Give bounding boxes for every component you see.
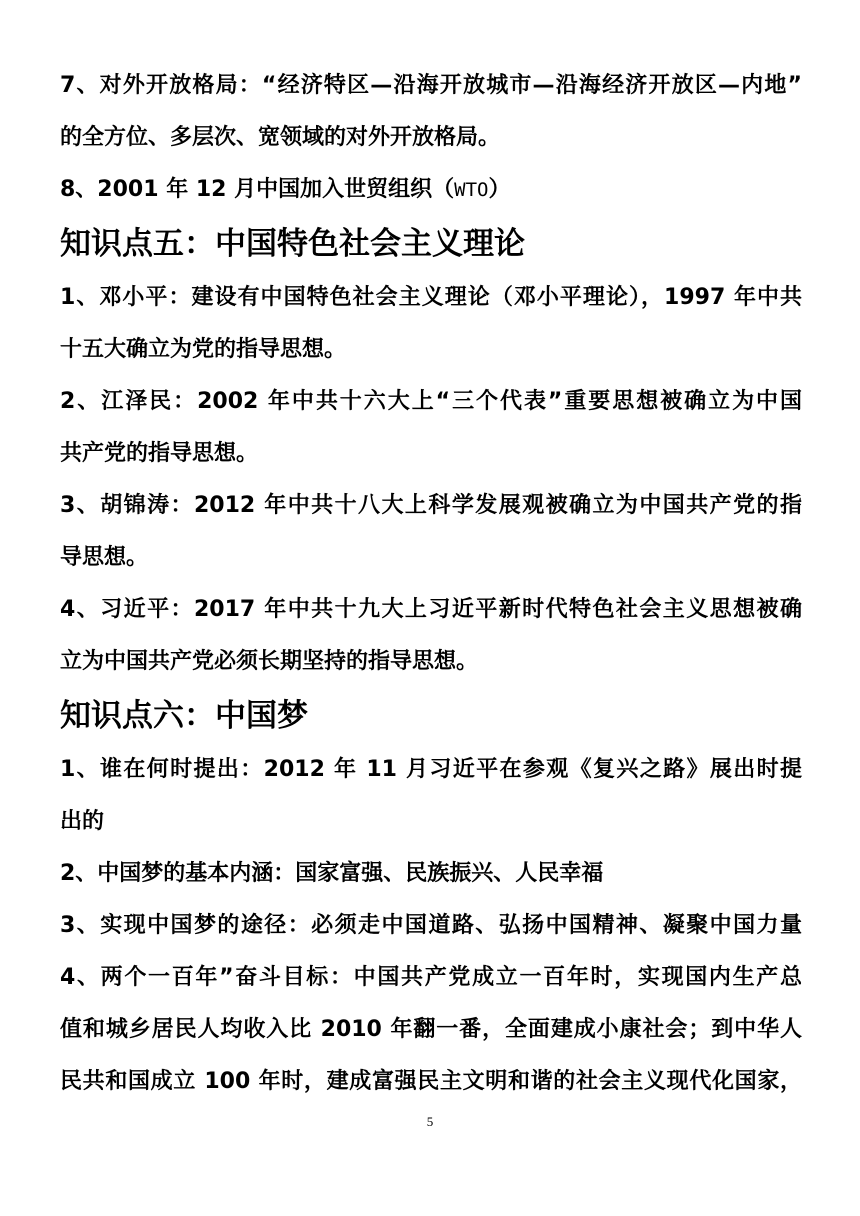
- text-line: 的全方位、多层次、宽领域的对外开放格局。: [60, 125, 501, 150]
- section-heading-6: 知识点六：中国梦: [60, 698, 308, 734]
- page-number: 5: [426, 1114, 434, 1129]
- text-line: [60, 164, 802, 216]
- text-line: 立为中国共产党必须长期坚持的指导思想。: [60, 649, 479, 674]
- text-line: 3、胡锦涛：2012 年中共十八大上科学发展观被确立为中国共产党的指: [60, 493, 802, 518]
- section-heading-5: 知识点五：中国特色社会主义理论: [60, 226, 525, 262]
- text-line: 7、对外开放格局：“经济特区—沿海开放城市—沿海经济开放区—内地”: [60, 73, 802, 98]
- text-line: 4、习近平：2017 年中共十九大上习近平新时代特色社会主义思想被确: [60, 597, 802, 622]
- text-segment: ）: [488, 177, 511, 202]
- text-line: 出的: [60, 809, 105, 834]
- text-line: 值和城乡居民人均收入比 2010 年翻一番，全面建成小康社会；到中华人: [60, 1017, 802, 1042]
- wto-abbreviation: WTO: [454, 179, 489, 201]
- document-page: [60, 60, 802, 1108]
- text-segment: 8、2001 年 12 月中国加入世贸组织（: [60, 177, 455, 202]
- text-line: 十五大确立为党的指导思想。: [60, 337, 347, 362]
- text-line: 4、两个一百年”奋斗目标：中国共产党成立一百年时，实现国内生产总: [60, 965, 802, 990]
- text-line: 2、江泽民：2002 年中共十六大上“三个代表”重要思想被确立为中国: [60, 389, 802, 414]
- text-line: 1、邓小平：建设有中国特色社会主义理论（邓小平理论），1997 年中共: [60, 285, 802, 310]
- text-line: 3、实现中国梦的途径：必须走中国道路、弘扬中国精神、凝聚中国力量: [60, 913, 802, 938]
- text-line: 共产党的指导思想。: [60, 441, 259, 466]
- text-line: 导思想。: [60, 545, 149, 570]
- text-line: 民共和国成立 100 年时，建成富强民主文明和谐的社会主义现代化国家，: [60, 1069, 802, 1094]
- text-line: 1、谁在何时提出：2012 年 11 月习近平在参观《复兴之路》展出时提: [60, 757, 802, 782]
- text-line: 2、中国梦的基本内涵：国家富强、民族振兴、人民幸福: [60, 861, 604, 886]
